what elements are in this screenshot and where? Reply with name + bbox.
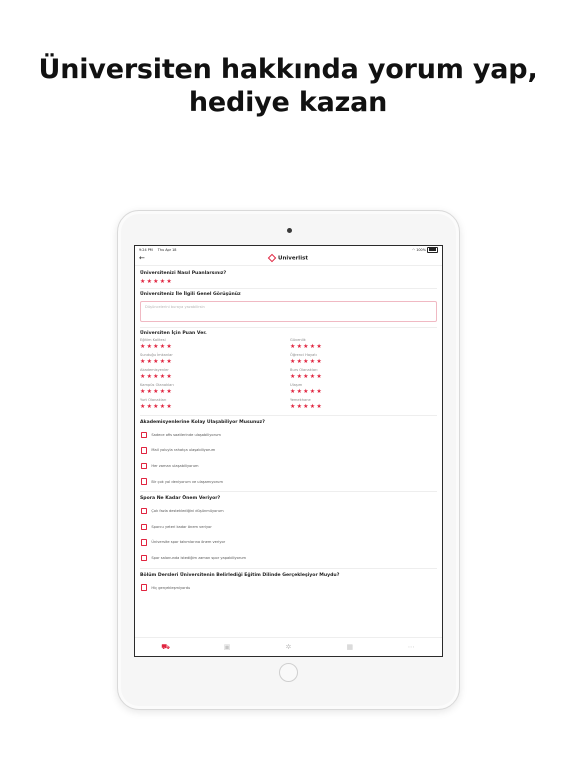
status-bar bbox=[135, 246, 442, 253]
car-icon[interactable]: ⛟ bbox=[161, 642, 171, 651]
question-title: Üniversiteniz İle İlgili Genel Görüşünüz bbox=[140, 292, 241, 297]
checkbox[interactable] bbox=[141, 584, 147, 590]
headline-line-2: hediye kazan bbox=[188, 87, 388, 118]
category-stars[interactable]: ★★★★★ bbox=[290, 343, 323, 350]
question-title: Akademisyenlerine Kolay Ulaşabiliyor Musunuz? bbox=[140, 420, 265, 425]
checkbox[interactable] bbox=[141, 508, 147, 514]
category-rating bbox=[140, 368, 290, 381]
home-button[interactable] bbox=[279, 663, 298, 682]
checkbox[interactable] bbox=[141, 524, 147, 530]
category-rating bbox=[140, 398, 290, 411]
category-rating bbox=[140, 383, 290, 396]
status-date: Thu Apr 18 bbox=[157, 247, 177, 252]
option-label: Her zaman ulaşabiliyorum bbox=[151, 463, 199, 468]
category-stars[interactable]: ★★★★★ bbox=[140, 388, 173, 395]
checkbox-option[interactable] bbox=[140, 458, 437, 474]
checkbox[interactable] bbox=[141, 432, 147, 438]
divider bbox=[140, 491, 437, 492]
wifi-icon: ◠ bbox=[412, 247, 416, 252]
option-label: Sadece ofis saatlerinde ulaşabiliyorum bbox=[151, 432, 221, 437]
checkbox[interactable] bbox=[141, 555, 147, 561]
store-icon[interactable]: ▣ bbox=[223, 643, 231, 651]
headline-line-1: Üniversiten hakkında yorum yap, bbox=[38, 54, 538, 85]
category-label: Yemekhane bbox=[290, 398, 311, 402]
question-title: Üniversitenizi Nasıl Puanlarsınız? bbox=[140, 271, 227, 276]
category-label: Güvenlik bbox=[290, 338, 306, 342]
option-label: Çok fazla desteklediğini düşünmüyorum bbox=[151, 509, 224, 514]
question-title: Üniversiten İçin Puan Ver. bbox=[140, 331, 207, 336]
ipad-device bbox=[117, 210, 460, 710]
back-arrow-icon[interactable]: ← bbox=[139, 254, 145, 262]
nav-bar bbox=[135, 253, 442, 266]
option-label: Spor salonunda istediğim zaman spor yapabiliyorum bbox=[151, 555, 247, 560]
category-label: Akademisyenler bbox=[140, 368, 169, 372]
category-stars[interactable]: ★★★★★ bbox=[140, 373, 173, 380]
category-rating bbox=[290, 353, 440, 366]
app-logo bbox=[135, 255, 442, 262]
category-stars[interactable]: ★★★★★ bbox=[140, 403, 173, 410]
form-content bbox=[135, 266, 442, 595]
question-title: Bölüm Dersleri Üniversitenin Belirlediği Eğitim Dilinde Gerçekleşiyor Muydu? bbox=[140, 572, 340, 578]
checkbox-option[interactable] bbox=[140, 443, 437, 459]
checkbox[interactable] bbox=[141, 447, 147, 453]
overall-rating-stars[interactable]: ★★★★★ bbox=[140, 278, 173, 285]
category-stars[interactable]: ★★★★★ bbox=[290, 403, 323, 410]
battery-label: 100% bbox=[416, 247, 426, 252]
category-stars[interactable]: ★★★★★ bbox=[290, 373, 323, 380]
question-title: Spora Ne Kadar Önem Veriyor? bbox=[140, 496, 221, 502]
divider bbox=[140, 288, 437, 289]
category-rating bbox=[290, 368, 440, 381]
checkbox-option[interactable] bbox=[140, 474, 437, 490]
more-icon[interactable]: ⋯ bbox=[407, 643, 415, 651]
category-rating bbox=[140, 353, 290, 366]
category-stars[interactable]: ★★★★★ bbox=[290, 388, 323, 395]
checkbox-option[interactable] bbox=[140, 535, 437, 551]
category-label: Ulaşım bbox=[290, 383, 303, 387]
category-stars[interactable]: ★★★★★ bbox=[290, 358, 323, 365]
univerlist-logo-icon bbox=[268, 254, 276, 262]
checkbox-option[interactable] bbox=[140, 580, 437, 596]
checkbox[interactable] bbox=[141, 478, 147, 484]
status-time: 9:24 PM bbox=[139, 247, 153, 252]
option-label: Bir çok yol deniyorum ve ulaşamıyorum bbox=[151, 479, 223, 484]
battery-icon bbox=[427, 247, 438, 253]
option-label: Üniversite spor takımlarına önem veriyor bbox=[151, 540, 226, 545]
category-rating bbox=[140, 338, 290, 351]
category-label: Burs Olanakları bbox=[290, 368, 318, 372]
category-ratings bbox=[140, 338, 437, 413]
calendar-icon[interactable]: ▦ bbox=[346, 643, 354, 651]
category-stars[interactable]: ★★★★★ bbox=[140, 358, 173, 365]
divider bbox=[140, 327, 437, 328]
category-label: Öğrenci Hayatı bbox=[290, 353, 317, 357]
checkbox-option[interactable] bbox=[140, 550, 437, 566]
option-label: Hiç gerçekleşmiyordu bbox=[151, 585, 191, 590]
checkbox[interactable] bbox=[141, 463, 147, 469]
divider bbox=[140, 415, 437, 416]
category-label: Sunduğu İmkanlar bbox=[140, 353, 173, 357]
checkbox[interactable] bbox=[141, 539, 147, 545]
option-label: Mail yoluyla rahatça ulaşabiliyorum bbox=[151, 448, 216, 453]
divider bbox=[140, 568, 437, 569]
checkbox-option[interactable] bbox=[140, 503, 437, 519]
category-label: Yurt Olanakları bbox=[140, 398, 167, 402]
gear-icon[interactable]: ✲ bbox=[285, 643, 292, 651]
category-stars[interactable]: ★★★★★ bbox=[140, 343, 173, 350]
category-rating bbox=[290, 338, 440, 351]
category-rating bbox=[290, 383, 440, 396]
checkbox-option[interactable] bbox=[140, 519, 437, 535]
camera-icon bbox=[287, 228, 292, 233]
checkbox-option[interactable] bbox=[140, 427, 437, 443]
category-label: Kampüs Olanakları bbox=[140, 383, 174, 387]
app-screen bbox=[134, 245, 443, 657]
tab-bar bbox=[135, 637, 442, 656]
app-title: Univerlist bbox=[278, 255, 308, 262]
category-label: Eğitim Kalitesi bbox=[140, 338, 166, 342]
opinion-textarea[interactable]: Düşüncelerini buraya yazabilirsin bbox=[140, 301, 437, 322]
option-label: Sporcu yeteri kadar önem veriyor bbox=[151, 524, 212, 529]
category-rating bbox=[290, 398, 440, 411]
